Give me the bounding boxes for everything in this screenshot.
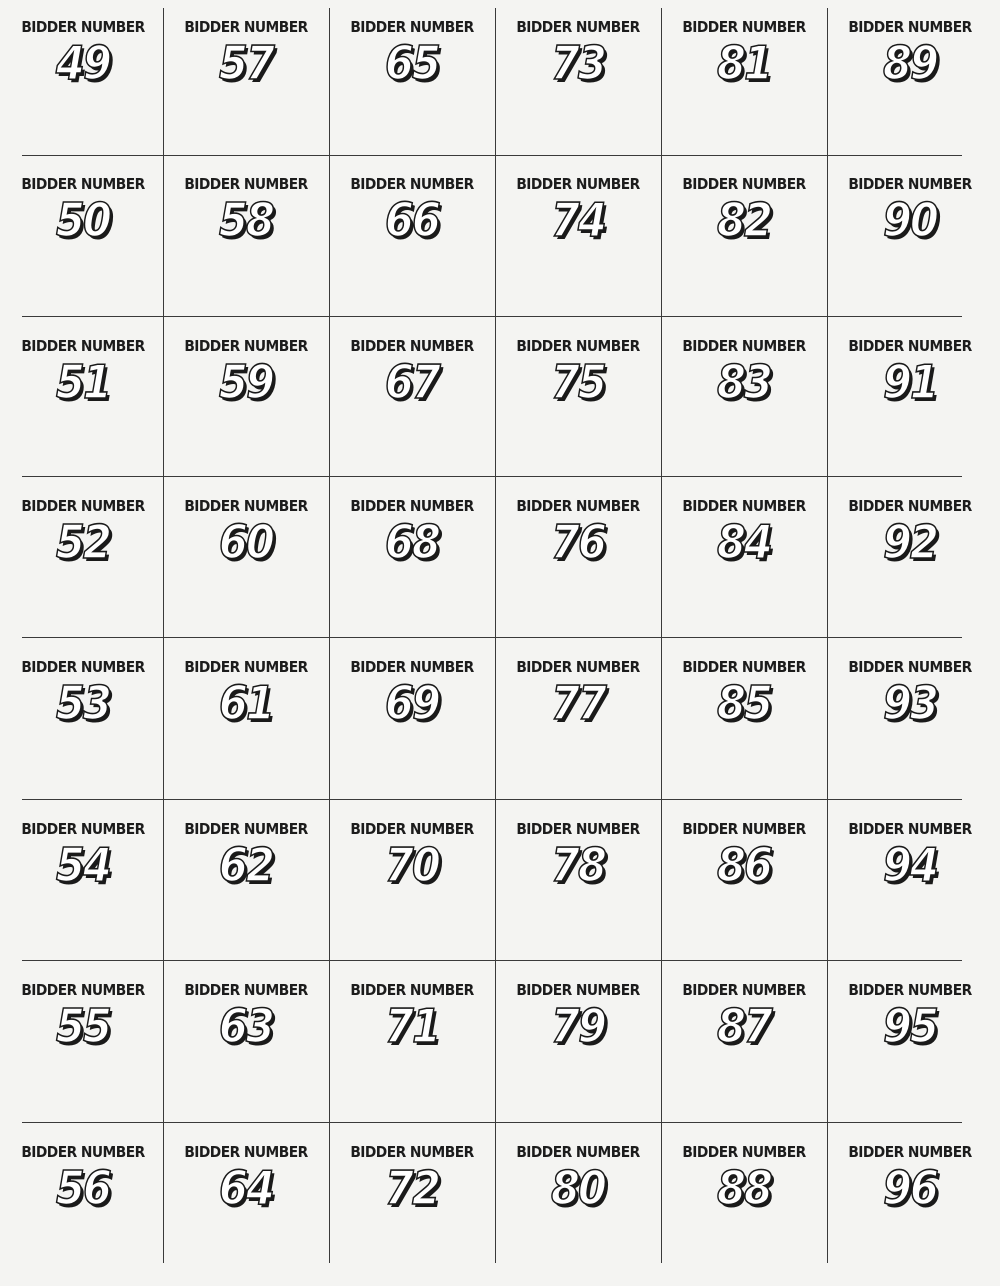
bidder-card: [495, 802, 661, 963]
bidder-number: 96: [882, 1161, 937, 1215]
bidder-number: 66: [384, 193, 439, 247]
bidder-number: 86: [716, 838, 771, 892]
bidder-label: BIDDER NUMBER: [184, 820, 308, 838]
bidder-number: 79: [550, 999, 605, 1053]
bidder-label: BIDDER NUMBER: [848, 658, 972, 676]
bidder-number: 54: [55, 838, 110, 892]
bidder-label: BIDDER NUMBER: [184, 658, 308, 676]
bidder-card: [0, 319, 166, 480]
bidder-label: BIDDER NUMBER: [516, 1143, 640, 1161]
bidder-label: BIDDER NUMBER: [682, 1143, 806, 1161]
bidder-label: BIDDER NUMBER: [21, 337, 145, 355]
bidder-label: BIDDER NUMBER: [350, 1143, 474, 1161]
bidder-label: BIDDER NUMBER: [682, 497, 806, 515]
bidder-card: [661, 963, 827, 1124]
bidder-card: [661, 640, 827, 801]
bidder-number: 55: [55, 999, 110, 1053]
bidder-number: 83: [716, 355, 771, 409]
bidder-card: [495, 963, 661, 1124]
bidder-card: [329, 319, 495, 480]
bidder-card: [827, 640, 993, 801]
bidder-card: [827, 0, 993, 161]
bidder-label: BIDDER NUMBER: [184, 981, 308, 999]
bidder-card: [661, 319, 827, 480]
bidder-card: [495, 319, 661, 480]
bidder-label: BIDDER NUMBER: [848, 820, 972, 838]
bidder-number: 85: [716, 676, 771, 730]
bidder-card: [0, 640, 166, 801]
bidder-card: [827, 157, 993, 318]
bidder-label: BIDDER NUMBER: [848, 497, 972, 515]
bidder-card: [827, 963, 993, 1124]
bidder-number: 67: [384, 355, 439, 409]
bidder-number: 77: [550, 676, 605, 730]
bidder-label: BIDDER NUMBER: [682, 981, 806, 999]
bidder-label: BIDDER NUMBER: [516, 337, 640, 355]
bidder-number: 81: [716, 36, 771, 90]
bidder-label: BIDDER NUMBER: [21, 18, 145, 36]
bidder-label: BIDDER NUMBER: [21, 981, 145, 999]
bidder-label: BIDDER NUMBER: [21, 175, 145, 193]
bidder-card: [0, 479, 166, 640]
bidder-card: [827, 319, 993, 480]
bidder-number: 63: [218, 999, 273, 1053]
bidder-label: BIDDER NUMBER: [21, 497, 145, 515]
bidder-number: 61: [218, 676, 273, 730]
bidder-label: BIDDER NUMBER: [682, 658, 806, 676]
bidder-label: BIDDER NUMBER: [184, 497, 308, 515]
bidder-number: 78: [550, 838, 605, 892]
bidder-label: BIDDER NUMBER: [184, 1143, 308, 1161]
bidder-card: [163, 802, 329, 963]
bidder-label: BIDDER NUMBER: [21, 658, 145, 676]
bidder-label: BIDDER NUMBER: [350, 658, 474, 676]
bidder-card: [163, 319, 329, 480]
bidder-card: [495, 1125, 661, 1286]
bidder-card: [329, 802, 495, 963]
bidder-card: [495, 479, 661, 640]
bidder-card: [163, 157, 329, 318]
bidder-card: [495, 157, 661, 318]
bidder-card: [827, 802, 993, 963]
bidder-card: [163, 963, 329, 1124]
bidder-number: 69: [384, 676, 439, 730]
bidder-card: [661, 479, 827, 640]
bidder-card: [163, 479, 329, 640]
bidder-card: [661, 1125, 827, 1286]
bidder-label: BIDDER NUMBER: [350, 337, 474, 355]
bidder-number: 57: [218, 36, 273, 90]
bidder-label: BIDDER NUMBER: [350, 820, 474, 838]
bidder-number: 56: [55, 1161, 110, 1215]
bidder-number: 76: [550, 515, 605, 569]
bidder-label: BIDDER NUMBER: [184, 18, 308, 36]
bidder-card: [661, 0, 827, 161]
bidder-card: [329, 0, 495, 161]
bidder-number: 87: [716, 999, 771, 1053]
bidder-card: [495, 640, 661, 801]
bidder-number: 65: [384, 36, 439, 90]
bidder-number: 88: [716, 1161, 771, 1215]
bidder-card: [329, 157, 495, 318]
bidder-number: 58: [218, 193, 273, 247]
bidder-number: 93: [882, 676, 937, 730]
bidder-number: 60: [218, 515, 273, 569]
bidder-label: BIDDER NUMBER: [848, 337, 972, 355]
bidder-label: BIDDER NUMBER: [682, 18, 806, 36]
bidder-card: [661, 802, 827, 963]
bidder-label: BIDDER NUMBER: [682, 337, 806, 355]
bidder-label: BIDDER NUMBER: [848, 981, 972, 999]
bidder-label: BIDDER NUMBER: [350, 175, 474, 193]
bidder-card: [0, 802, 166, 963]
bidder-number: 92: [882, 515, 937, 569]
bidder-label: BIDDER NUMBER: [848, 18, 972, 36]
bidder-label: BIDDER NUMBER: [516, 820, 640, 838]
bidder-number: 90: [882, 193, 937, 247]
bidder-number: 91: [882, 355, 937, 409]
bidder-label: BIDDER NUMBER: [848, 175, 972, 193]
bidder-card: [0, 963, 166, 1124]
bidder-number: 53: [55, 676, 110, 730]
bidder-label: BIDDER NUMBER: [516, 497, 640, 515]
bidder-card: [163, 0, 329, 161]
bidder-number: 52: [55, 515, 110, 569]
bidder-number: 74: [550, 193, 605, 247]
bidder-card: [0, 1125, 166, 1286]
bidder-number: 72: [384, 1161, 439, 1215]
bidder-number: 59: [218, 355, 273, 409]
bidder-number: 75: [550, 355, 605, 409]
bidder-card: [827, 1125, 993, 1286]
bidder-card: [329, 963, 495, 1124]
bidder-label: BIDDER NUMBER: [184, 337, 308, 355]
bidder-number: 84: [716, 515, 771, 569]
bidder-number: 95: [882, 999, 937, 1053]
bidder-label: BIDDER NUMBER: [184, 175, 308, 193]
bidder-number: 71: [384, 999, 439, 1053]
bidder-card: [329, 1125, 495, 1286]
bidder-card: [0, 157, 166, 318]
bidder-number: 50: [55, 193, 110, 247]
bidder-card: [329, 479, 495, 640]
bidder-label: BIDDER NUMBER: [350, 18, 474, 36]
bidder-number: 80: [550, 1161, 605, 1215]
bidder-label: BIDDER NUMBER: [848, 1143, 972, 1161]
bidder-card: [329, 640, 495, 801]
bidder-label: BIDDER NUMBER: [682, 820, 806, 838]
bidder-label: BIDDER NUMBER: [516, 981, 640, 999]
bidder-label: BIDDER NUMBER: [516, 658, 640, 676]
bidder-number: 49: [55, 36, 110, 90]
bidder-card: [661, 157, 827, 318]
bidder-label: BIDDER NUMBER: [350, 497, 474, 515]
bidder-number: 89: [882, 36, 937, 90]
bidder-number: 94: [882, 838, 937, 892]
bidder-card: [163, 640, 329, 801]
bidder-number: 82: [716, 193, 771, 247]
bidder-number: 51: [55, 355, 110, 409]
bidder-card: [163, 1125, 329, 1286]
bidder-label: BIDDER NUMBER: [516, 175, 640, 193]
bidder-number: 68: [384, 515, 439, 569]
bidder-number: 62: [218, 838, 273, 892]
bidder-number: 73: [550, 36, 605, 90]
bidder-label: BIDDER NUMBER: [350, 981, 474, 999]
bidder-card: [827, 479, 993, 640]
bidder-label: BIDDER NUMBER: [21, 820, 145, 838]
bidder-card: [0, 0, 166, 161]
bidder-label: BIDDER NUMBER: [682, 175, 806, 193]
bidder-card: [495, 0, 661, 161]
bidder-label: BIDDER NUMBER: [21, 1143, 145, 1161]
bidder-number: 64: [218, 1161, 273, 1215]
bidder-number: 70: [384, 838, 439, 892]
bidder-label: BIDDER NUMBER: [516, 18, 640, 36]
